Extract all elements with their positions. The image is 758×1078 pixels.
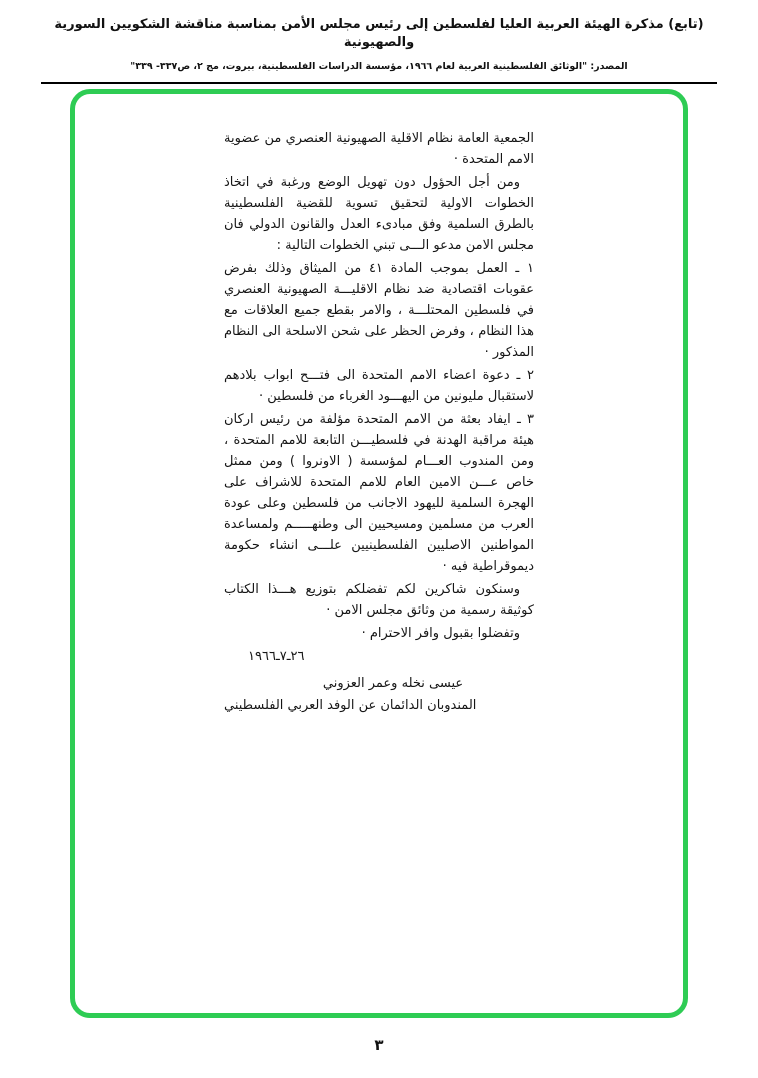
- doc-paragraph-item-1: ١ ـ العمل بموجب المادة ٤١ من الميثاق وذلك بفرض عقوبات اقتصادية ضد نظام الاقليـــة الصهيونية العنصري في فلسطين المحتلـــة ، والامر بقطع جميع العلاقات مع هذا النظام ، وفرض الحظر على شحن الاسلحة الى النظام المذكور ·: [224, 261, 534, 360]
- doc-paragraph-salutation: وتفضلوا بقبول وافر الاحترام ·: [361, 626, 520, 641]
- doc-paragraph-item-3: ٣ ـ ايفاد بعثة من الامم المتحدة مؤلفة من رئيس اركان هيئة مراقبة الهدنة في فلسطيـــن التابعة للامم المتحدة ، ومن المندوب العـــام لمؤسسة ( الاونروا ) ومن ممثل خاص عـــن الامين العام للامم المتحدة للاشراف على الهجرة السلمية لليهود الاجانب من فلسطين وعلى عودة العرب من مسلمين ومسيحيين الى وطنهـــــم ولمساعدة المواطنين الاصليين الفلسطينيين علـــى انشاء حكومة ديموقراطية فيه ·: [224, 412, 534, 574]
- page-header: [0, 16, 758, 84]
- doc-paragraph-intro: ومن أجل الحؤول دون تهويل الوضع ورغبة في اتخاذ الخطوات الاولية لتحقيق تسوية للقضية الفلسطينية بالطرق السلمية وفق مبادىء العدل والقانون الدولي فان مجلس الامن مدعو الـــى تبني الخطوات التالية :: [224, 175, 534, 253]
- page-number: ٣: [374, 1036, 384, 1054]
- doc-paragraph-item-2: ٢ ـ دعوة اعضاء الامم المتحدة الى فتـــح ابواب بلادهم لاستقبال مليونين من اليهـــود الغرباء من فلسطين ·: [224, 368, 534, 404]
- header-divider: [41, 82, 717, 84]
- signature-title: المندوبان الدائمان عن الوفد العربي الفلسطيني: [224, 698, 477, 713]
- document-title: (تابع) مذكرة الهيئة العربية العليا لفلسطين إلى رئيس مجلس الأمن بمناسبة مناقشة الشكويين السورية والصهيونية: [54, 17, 704, 50]
- document-source-line: المصدر: "الوثائق الفلسطينية العربية لعام ١٩٦٦، مؤسسة الدراسات الفلسطينية، بيروت، مج ٢، ص٣٣٧- ٣٣٩": [130, 61, 628, 72]
- document-frame: [70, 89, 688, 1018]
- doc-paragraph-closing-request: وسنكون شاكرين لكم تفضلكم بتوزيع هـــذا الكتاب كوثيقة رسمية من وثائق مجلس الامن ·: [224, 582, 534, 618]
- signature-names: عيسى نخله وعمر العزوني: [322, 676, 464, 691]
- doc-paragraph-continuation: الجمعية العامة نظام الاقلية الصهيونية العنصري من عضوية الامم المتحدة ·: [224, 131, 534, 167]
- document-body: [224, 128, 534, 716]
- document-date: ٢٦ـ٧ـ١٩٦٦: [248, 649, 305, 664]
